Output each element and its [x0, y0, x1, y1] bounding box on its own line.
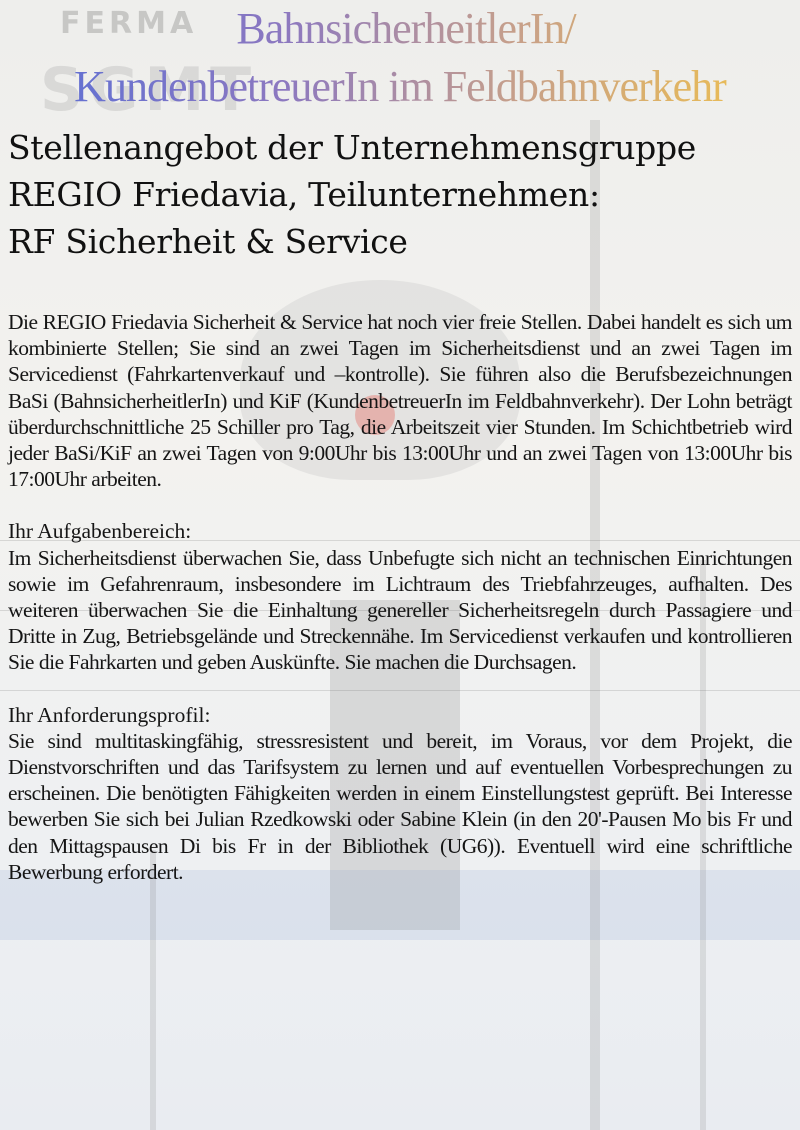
job-title-line-2: KundenbetreuerIn im Feldbahnverkehr	[74, 62, 726, 111]
background-mast	[150, 850, 156, 1130]
job-title-line-1: BahnsicherheitlerIn/	[236, 4, 576, 53]
job-title	[8, 0, 792, 116]
requirements-heading: Ihr Anforderungsprofil:	[8, 702, 211, 727]
subtitle-line-3: RF Sicherheit & Service	[8, 222, 408, 261]
tasks-paragraph: Im Sicherheitsdienst überwachen Sie, dass Unbefugte sich nicht an technischen Einrichtungen sowie im Gefahrenraum, insbesondere im Lichtraum des Triebfahrzeuges, aufhalten. Des weiteren überwachen Sie die Einhaltung genereller Sicherheitsregeln durch Passagiere und Dritte in Zug, Betriebsgelände und Streckennähe. Im Servicedienst verkaufen und kontrollieren Sie die Fahrkarten und geben Auskünfte. Sie machen die Durchsagen.	[8, 545, 792, 675]
tasks-heading: Ihr Aufgabenbereich:	[8, 519, 192, 544]
subtitle-line-1: Stellenangebot der Unternehmensgruppe	[8, 128, 697, 167]
subtitle	[8, 124, 792, 265]
subtitle-line-2: REGIO Friedavia, Teilunternehmen:	[8, 175, 600, 214]
intro-paragraph: Die REGIO Friedavia Sicherheit & Service hat noch vier freie Stellen. Dabei handelt es sich um kombinierte Stellen; Sie sind an zwei Tagen im Sicherheitsdienst und an zwei Tagen im Servicedienst (Fahrkartenverkauf und –kontrolle). Sie führen also die Berufsbezeichnungen BaSi (BahnsicherheitlerIn) und KiF (KundenbetreuerIn im Feldbahnverkehr). Der Lohn beträgt überdurchschnittliche 25 Schiller pro Tag, die Arbeitszeit vier Stunden. Im Schichtbetrieb wird jeder BaSi/KiF an zwei Tagen von 9:00Uhr bis 13:00Uhr und an zwei Tagen von 13:00Uhr bis 17:00Uhr arbeiten.	[8, 310, 792, 492]
requirements-paragraph: Sie sind multitaskingfähig, stressresistent und bereit, im Voraus, vor dem Projekt, die Dienstvorschriften und das Tarifsystem zu lernen und auf eventuellen Vorbesprechungen zu erscheinen. Die benötigten Fähigkeiten werden in einem Einstellungstest geprüft. Bei Interesse bewerben Sie sich bei Julian Rzedkowski oder Sabine Klein (in den 20'-Pausen Mo bis Fr und den Mittagspausen Di bis Fr in der Bibliothek (UG6)). Eventuell wird eine schriftliche Bewerbung erfordert.	[8, 728, 792, 884]
